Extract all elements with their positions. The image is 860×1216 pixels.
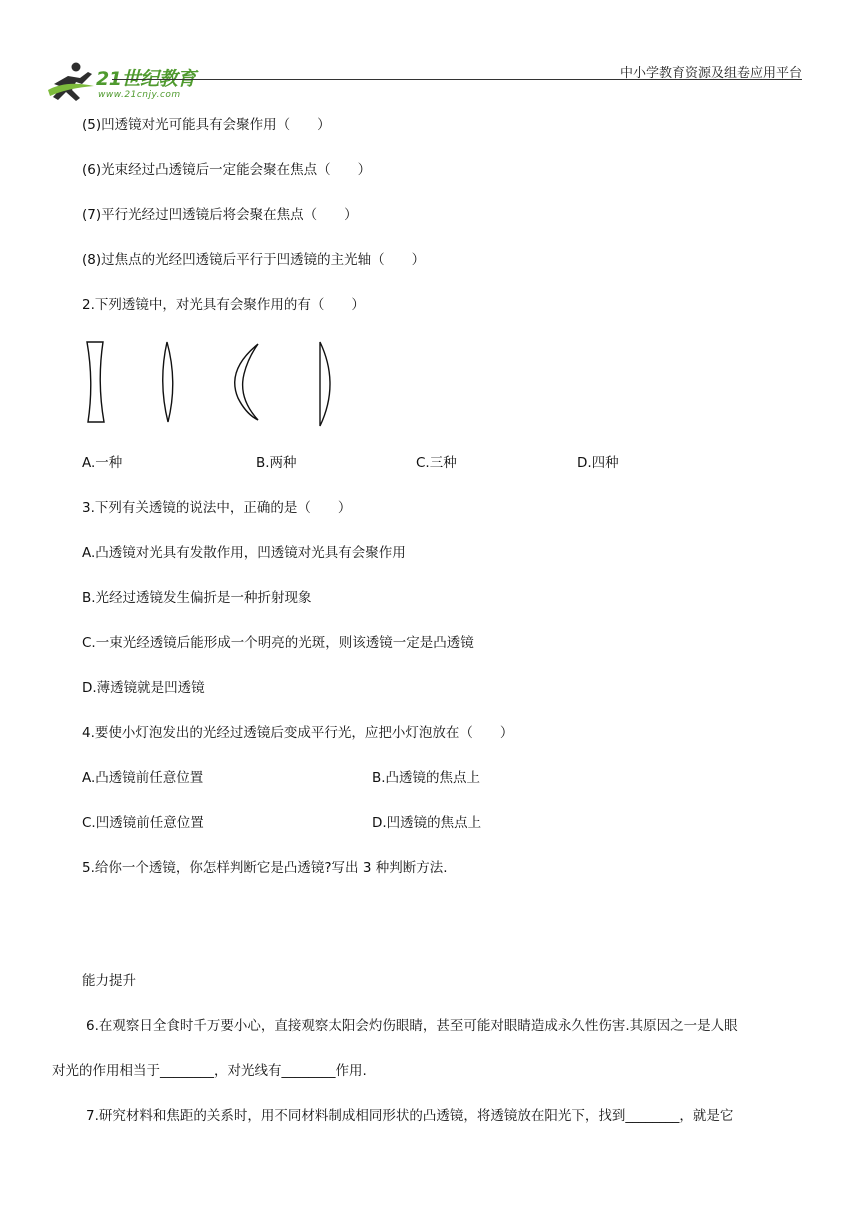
q6-line-1: 6.在观察日全食时千万要小心，直接观察太阳会灼伤眼睛，甚至可能对眼睛造成永久性伤害.其原因之一是人眼: [86, 1018, 738, 1034]
biconvex-lens: [163, 342, 173, 422]
q5-stem: 5.给你一个透镜，你怎样判断它是凸透镜?写出 3 种判断方法.: [82, 860, 448, 876]
lens-figure: [82, 338, 352, 433]
q6-line-2: 对光的作用相当于________，对光线有________作用.: [52, 1063, 367, 1079]
q4-option-a: A.凸透镜前任意位置: [82, 770, 204, 786]
logo-text: 21世纪教育: [96, 68, 196, 90]
q3-option-a: A.凸透镜对光具有发散作用，凹透镜对光具有会聚作用: [82, 545, 406, 561]
q2-option-a: A.一种: [82, 455, 123, 471]
biconcave-lens: [87, 342, 104, 422]
q3-option-d: D.薄透镜就是凹透镜: [82, 680, 205, 696]
logo: [46, 60, 216, 104]
q7-line-1: 7.研究材料和焦距的关系时，用不同材料制成相同形状的凸透镜，将透镜放在阳光下，找到________，就是它: [86, 1108, 734, 1124]
q1-statement-6: (6)光束经过凸透镜后一定能会聚在焦点（ ）: [82, 162, 372, 178]
q1-statement-7: (7)平行光经过凹透镜后将会聚在焦点（ ）: [82, 207, 358, 223]
q2-option-d: D.四种: [577, 455, 619, 471]
q1-statement-8: (8)过焦点的光经凹透镜后平行于凹透镜的主光轴（ ）: [82, 252, 426, 268]
header-divider: [112, 79, 802, 80]
q3-option-c: C.一束光经透镜后能形成一个明亮的光斑，则该透镜一定是凸透镜: [82, 635, 474, 651]
q1-statement-5: (5)凹透镜对光可能具有会聚作用（ ）: [82, 117, 331, 133]
q4-option-c: C.凹透镜前任意位置: [82, 815, 204, 831]
platform-title: 中小学教育资源及组卷应用平台: [619, 66, 802, 81]
q4-option-d: D.凹透镜的焦点上: [372, 815, 482, 831]
section-title: 能力提升: [82, 973, 136, 989]
runner-logo-icon: [46, 60, 96, 104]
logo-url: www.21cnjy.com: [98, 90, 181, 100]
q4-option-b: B.凸透镜的焦点上: [372, 770, 481, 786]
lens-shapes: [82, 338, 352, 433]
plano-convex-lens: [320, 342, 330, 426]
q3-stem: 3.下列有关透镜的说法中，正确的是（ ）: [82, 500, 352, 516]
q2-option-b: B.两种: [256, 455, 297, 471]
q2-stem: 2.下列透镜中，对光具有会聚作用的有（ ）: [82, 297, 365, 313]
q4-stem: 4.要使小灯泡发出的光经过透镜后变成平行光，应把小灯泡放在（ ）: [82, 725, 514, 741]
q3-option-b: B.光经过透镜发生偏折是一种折射现象: [82, 590, 312, 606]
meniscus-lens: [235, 344, 258, 420]
q2-option-c: C.三种: [416, 455, 457, 471]
